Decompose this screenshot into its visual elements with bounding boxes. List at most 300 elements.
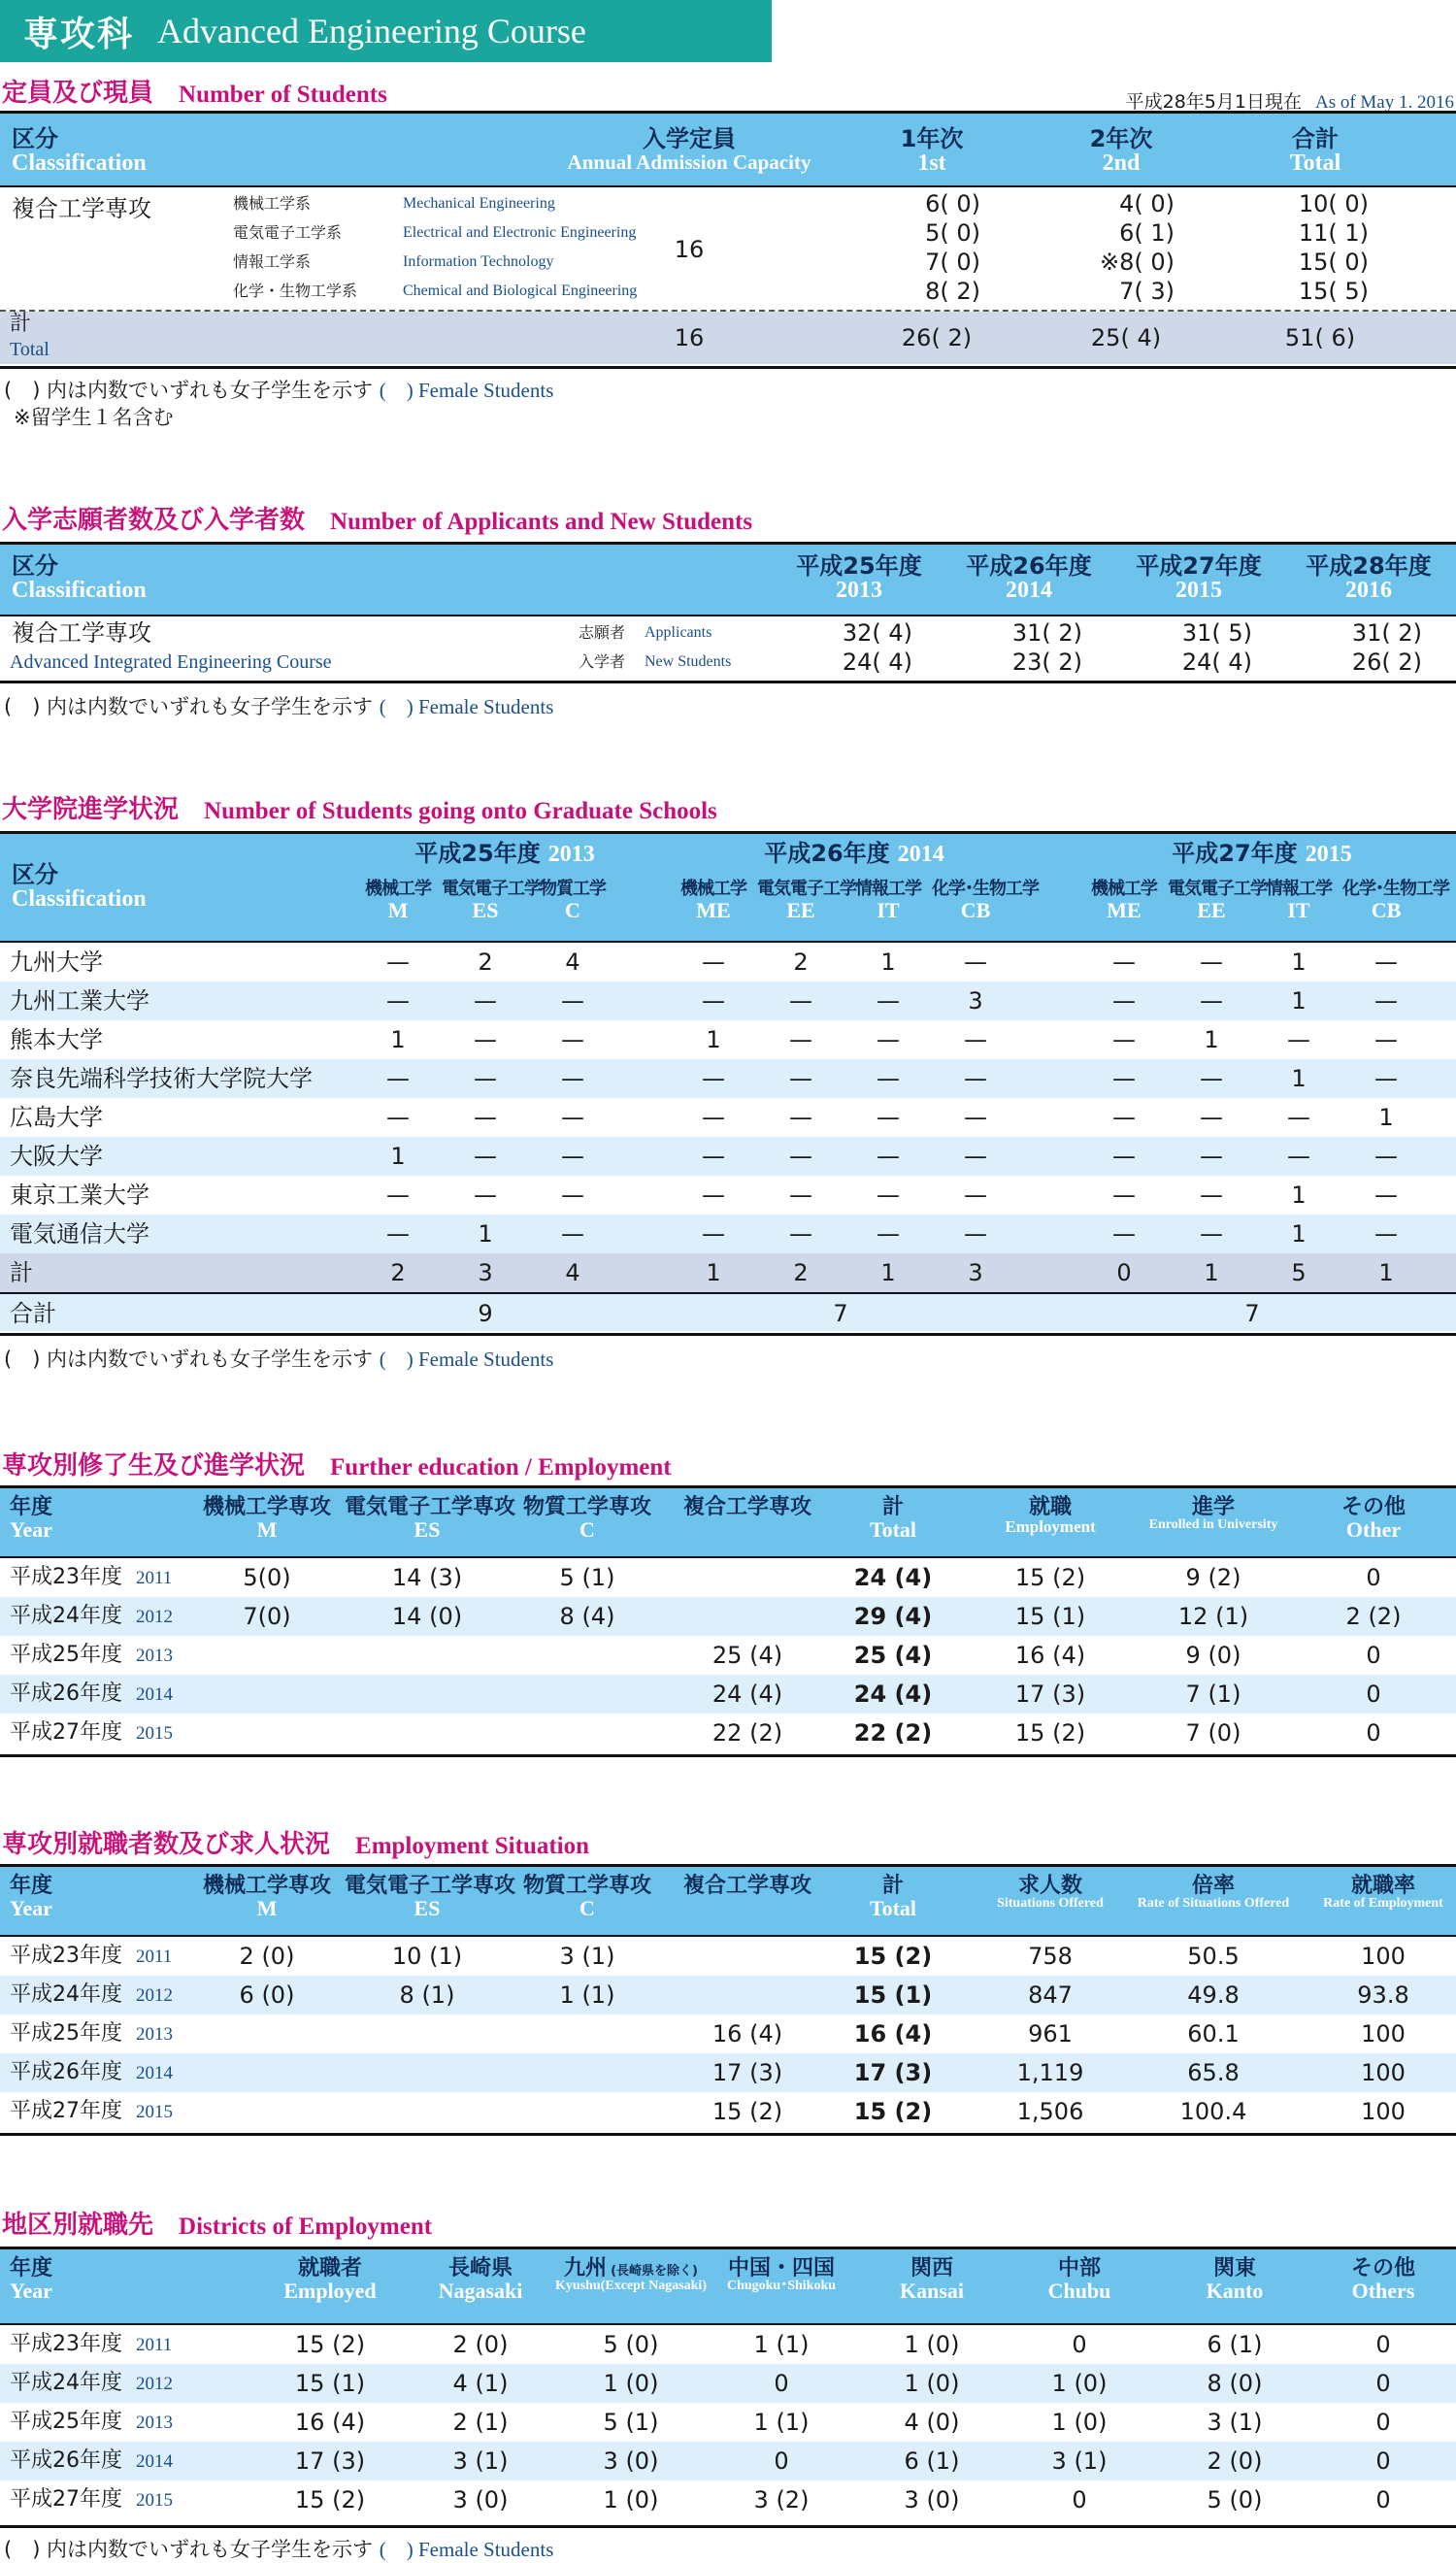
grad-count: — [1287,1104,1310,1131]
grad-count: 3 [968,987,983,1015]
table-cell: 1 (1) [753,2331,810,2358]
year-label: 平成27年度 2015 [10,2487,173,2512]
grad-count: — [1374,949,1398,976]
table-cell: 5(0) [243,1564,291,1591]
table-cell: 60.1 [1187,2020,1240,2047]
grad-count: — [1374,1026,1398,1053]
table-cell: 15 (2) [1014,1564,1086,1591]
as-of-date: 平成28年5月1日現在 As of May 1. 2016 [1125,91,1454,113]
grad-count: — [789,987,812,1015]
column-header: 九州 (長崎県を除く) Kyushu(Except Nagasaki) [555,2256,707,2294]
year-label: 平成25年度 2013 [10,2021,173,2046]
grad-count: — [561,1182,584,1209]
table-cell: 49.8 [1187,1981,1240,2009]
students-table [0,111,1456,369]
grad-subtotal: 2 [390,1259,406,1286]
table-cell: 5 (1) [559,1564,615,1591]
year-row [0,1558,1456,1597]
year-header: 平成28年度 2016 [1306,552,1432,604]
grad-count: — [964,1065,987,1092]
grad-subtotal: 4 [565,1259,580,1286]
dept-total: 15( 5) [1298,278,1369,305]
table-cell [519,2092,655,2131]
grad-subtotal: 3 [968,1259,983,1286]
grad-subtotal: 1 [1204,1259,1219,1286]
grad-count: — [877,987,900,1015]
table-cell [359,1675,495,1714]
table-cell: 1 (1) [753,2409,810,2436]
table-cell: 3 (1) [452,2447,509,2475]
applicant-row-label: 志願者 [579,623,626,642]
table-cell [199,2053,335,2092]
grad-count: — [1287,1026,1310,1053]
table-cell: 25 (4) [711,1642,783,1669]
table-cell: 29 (4) [853,1603,933,1630]
grad-count: — [561,1065,584,1092]
column-header: 複合工学専攻 [682,1495,811,1519]
table-cell: 16 (4) [1014,1642,1086,1669]
table-cell: 3 (0) [904,2486,960,2513]
table-cell: 0 [1375,2486,1391,2513]
university-row [0,982,1456,1020]
grad-count: — [386,987,410,1015]
dept-col-header: 化学･生物工学 CB [932,879,1039,922]
table-cell: 17 (3) [853,2059,933,2086]
year-row [0,2014,1456,2053]
table-cell: 0 [1072,2331,1087,2358]
grad-count: — [702,1104,725,1131]
grad-count: — [789,1182,812,1209]
table-cell: 12 (1) [1177,1603,1249,1630]
dept-total: 10( 0) [1298,190,1369,217]
table-cell: 22 (2) [853,1719,933,1747]
grad-count: 1 [478,1220,493,1248]
grad-count: — [1200,1220,1223,1248]
year-label: 平成26年度 2014 [10,1681,173,1706]
table-cell: 0 [774,2370,789,2397]
table-cell: 15 (2) [294,2331,366,2358]
column-header: 就職率 Rate of Employment [1323,1874,1443,1912]
table-cell: 17 (3) [1014,1681,1086,1708]
year-row [0,2403,1456,2442]
graduate-table: 区分 Classification 平成25年度 2013 平成26年度 2014 平成27年度 2015 機械工学 M 電気電子工学 ES 物質工学 C 機械工学 ME 電気電子工学 EE 情報工学 IT 化学･生物工学 CB 機械工学 ME 電気電子工学 EE 情報工学 IT 化学･生物工学 CB 九州大学 — 2 4 — 2 1 — — — 1 — 九州工業大学 — — — — — — 3 — — 1 — 熊本大学 1 — — 1 — — — — 1 — — 奈良先端科学技術大学院大学 — — — — — — — — — 1 — 広島大学 — — — — — — — — — — 1 大阪大学 1 — — — — — — — — — — 東京工業大学 — — — — — — — — — 1 — 電気通信大学 — 1 — — — — — — — 1 — 計 2 3 4 1 2 1 3 0 1 5 1 合計 9 7 7 [0,831,1456,1336]
grad-count: — [474,1143,497,1170]
year-row [0,1597,1456,1636]
column-header: 関西 Kansai [899,2256,965,2304]
grad-count: 1 [880,949,896,976]
table-cell: 2 (0) [1207,2447,1263,2475]
table-cell: 0 [1366,1642,1381,1669]
students-note-intl: ※留学生１名含む [14,406,174,429]
dept-y2: 6( 1) [1119,219,1175,247]
table-cell [519,1714,655,1752]
table-cell: 2 (0) [239,1943,295,1970]
university-name: 東京工業大学 [10,1182,149,1209]
table-cell: 0 [1366,1681,1381,1708]
table-cell: 4 (1) [452,2370,509,2397]
dept-name-jp: 機械工学系 [233,194,312,213]
table-cell [519,2053,655,2092]
table-cell: 24 (4) [853,1681,933,1708]
table-cell [199,1636,335,1675]
grad-count: — [1200,1104,1223,1131]
grad-count: 1 [1291,987,1307,1015]
dept-name-en: Mechanical Engineering [403,195,555,212]
grad-count: — [1374,1220,1398,1248]
grad-count: — [877,1220,900,1248]
grad-count: 1 [1378,1104,1394,1131]
dept-y1: 5( 0) [925,219,980,247]
year-row [0,2442,1456,2480]
grad-count: — [964,1104,987,1131]
table-cell: 0 [1072,2486,1087,2513]
section-title-students: 定員及び現員 Number of Students [2,79,387,108]
grad-count: — [702,987,725,1015]
table-cell: 1 (0) [603,2486,659,2513]
grad-count: — [561,1220,584,1248]
year-label: 平成26年度 2014 [10,2448,173,2473]
column-header: 年度 Year [10,1874,53,1921]
graduate-note: ( ) 内は内数でいずれも女子学生を示す ( ) Female Students [4,1348,554,1371]
applicants-note: ( ) 内は内数でいずれも女子学生を示す ( ) Female Students [4,695,554,718]
grad-count: — [702,1143,725,1170]
dept-col-header: 機械工学 ME [680,879,746,922]
grad-count: — [964,949,987,976]
dept-y2: 7( 3) [1119,278,1175,305]
year-row [0,2053,1456,2092]
grad-count: — [1200,1182,1223,1209]
table-cell: 3 (2) [753,2486,810,2513]
university-row [0,1215,1456,1253]
year-label: 平成24年度 2012 [10,2371,173,2395]
table-cell [359,2014,495,2053]
grad-count: 1 [390,1026,406,1053]
dept-col-header: 物質工学 C [540,879,606,922]
applicant-value: 26( 2) [1351,649,1422,676]
students-note-female: ( ) 内は内数でいずれも女子学生を示す ( ) Female Students [4,379,554,402]
dept-col-header: 情報工学 IT [1266,879,1332,922]
column-header: 電気電子工学専攻 ES [345,1874,516,1921]
grad-subtotal: 1 [1378,1259,1394,1286]
grad-count: 2 [793,949,809,976]
university-name: 電気通信大学 [10,1220,149,1248]
year-group-header: 平成25年度 2013 [414,840,595,867]
table-cell: 8 (1) [399,1981,455,2009]
table-cell: 6 (1) [904,2447,960,2475]
grad-count: — [1112,987,1136,1015]
grad-count: — [1287,1143,1310,1170]
table-cell [519,2014,655,2053]
table-cell: 9 (0) [1185,1642,1241,1669]
grad-count: — [1374,1182,1398,1209]
capacity-value: 16 [674,236,705,263]
table-cell [519,1675,655,1714]
table-cell: 847 [1028,1981,1073,2009]
column-header: その他 Other [1340,1495,1406,1543]
grad-count: — [1374,1143,1398,1170]
grad-count: — [1112,1182,1136,1209]
year-row [0,1714,1456,1752]
grad-count: — [877,1182,900,1209]
grad-count: — [386,1065,410,1092]
dept-col-header: 化学･生物工学 CB [1342,879,1449,922]
grad-count: — [474,1026,497,1053]
grad-count: 1 [390,1143,406,1170]
column-header: 年度 Year [10,1495,53,1543]
applicant-row-label-en: Applicants [645,624,712,641]
table-cell: 14 (3) [391,1564,463,1591]
table-cell: 3 (1) [1051,2447,1108,2475]
column-header: 進学 Enrolled in University [1148,1495,1278,1533]
year-label: 平成24年度 2012 [10,1982,173,2007]
table-cell: 2 (0) [452,2331,509,2358]
table-cell: 1 (0) [603,2370,659,2397]
table-cell: 15 (2) [294,2486,366,2513]
table-cell: 5 (0) [603,2331,659,2358]
table-cell [679,1976,815,2014]
dept-col-header: 電気電子工学 ES [442,879,541,922]
grad-count: — [789,1220,812,1248]
column-header: 就職 Employment [1005,1495,1096,1537]
grad-count: — [702,1182,725,1209]
grad-count: 2 [478,949,493,976]
grad-count: — [1112,1065,1136,1092]
table-cell [199,1714,335,1752]
table-cell: 961 [1028,2020,1073,2047]
grad-count: — [789,1026,812,1053]
table-cell: 15 (2) [853,1943,933,1970]
year-header: 平成27年度 2015 [1136,552,1262,604]
column-header: 電気電子工学専攻 ES [345,1495,516,1543]
table-cell: 7 (1) [1185,1681,1241,1708]
table-cell: 5 (1) [603,2409,659,2436]
table-cell: 100 [1361,2059,1406,2086]
table-cell [679,1558,815,1597]
year-row [0,1675,1456,1714]
university-row [0,1176,1456,1215]
grad-count: — [386,1182,410,1209]
dept-name-en: Information Technology [403,253,554,270]
university-row [0,1020,1456,1059]
table-cell: 15 (2) [853,2098,933,2125]
dept-total: 15( 0) [1298,249,1369,276]
column-header: 就職者 Employed [283,2256,377,2304]
grad-count: — [702,949,725,976]
year-label: 平成27年度 2015 [10,2099,173,2123]
dept-name-jp: 化学・生物工学系 [233,282,358,300]
grad-count: — [386,949,410,976]
table-cell: 100 [1361,2020,1406,2047]
grad-count: — [386,1104,410,1131]
dept-col-header: 機械工学 M [365,879,431,922]
grad-count: — [1112,949,1136,976]
table-cell: 14 (0) [391,1603,463,1630]
section-title-districts: 地区別就職先 Districts of Employment [2,2211,433,2240]
table-cell: 16 (4) [711,2020,783,2047]
grad-count: — [1200,987,1223,1015]
table-cell: 3 (0) [603,2447,659,2475]
districts-note: ( ) 内は内数でいずれも女子学生を示す ( ) Female Students [4,2538,554,2561]
column-header: 物質工学専攻 C [522,1874,651,1921]
table-cell: 22 (2) [711,1719,783,1747]
year-label: 平成26年度 2014 [10,2060,173,2084]
applicant-value: 31( 2) [1351,619,1422,647]
students-total-row: 計 Total 16 26( 2) 25( 4) 51( 6) [0,312,1456,364]
grad-subtotal: 1 [880,1259,896,1286]
table-cell: 7(0) [243,1603,291,1630]
grad-count: — [964,1143,987,1170]
table-cell: 1,506 [1016,2098,1084,2125]
applicants-table: 区分 Classification 平成25年度 2013 平成26年度 2014 平成27年度 2015 平成28年度 2016 複合工学専攻 Advanced Integrated Engineering Course 志願者 Applicants 32( 4) 31( 2) 31( 5) 31( 2) 入学者 New Students 24( 4) 23( 2) 24( 4) 26( 2) [0,542,1456,683]
table-cell: 0 [1375,2331,1391,2358]
university-name: 九州大学 [10,949,103,976]
year-label: 平成24年度 2012 [10,1604,173,1628]
year-group-header: 平成27年度 2015 [1172,840,1352,867]
university-row [0,943,1456,982]
page-title-bar [0,0,772,62]
grad-count: — [1112,1104,1136,1131]
table-cell [679,1597,815,1636]
table-cell: 1 (0) [1051,2409,1108,2436]
year-header: 平成26年度 2014 [966,552,1092,604]
dept-name-en: Chemical and Biological Engineering [403,283,638,299]
grad-count: — [474,1182,497,1209]
university-name: 九州工業大学 [10,987,149,1015]
table-cell [199,2092,335,2131]
table-cell: 0 [1375,2370,1391,2397]
grad-grand-total: 9 [478,1300,493,1327]
page-title-en: Advanced Engineering Course [157,12,586,50]
grad-grand-total: 7 [833,1300,848,1327]
table-cell: 17 (3) [294,2447,366,2475]
university-row [0,1059,1456,1098]
column-header: 中部 Chubu [1047,2256,1111,2304]
table-cell: 8 (4) [559,1603,615,1630]
table-cell: 16 (4) [853,2020,933,2047]
column-header: 計 Total [869,1495,917,1543]
table-cell: 3 (1) [1207,2409,1263,2436]
grad-subtotal: 5 [1291,1259,1307,1286]
applicant-value: 31( 5) [1181,619,1252,647]
grad-count: — [561,1104,584,1131]
table-cell: 100 [1361,2098,1406,2125]
table-cell: 3 (0) [452,2486,509,2513]
table-cell [679,1937,815,1976]
university-name: 広島大学 [10,1104,103,1131]
dept-col-header: 情報工学 IT [855,879,921,922]
table-cell: 6 (0) [239,1981,295,2009]
grad-grand-total: 7 [1244,1300,1260,1327]
grad-count: — [789,1065,812,1092]
section-title-applicants: 入学志願者数及び入学者数 Number of Applicants and New Students [2,506,753,535]
grad-count: — [877,1104,900,1131]
dept-col-header: 電気電子工学 EE [757,879,856,922]
grad-count: 1 [1204,1026,1219,1053]
grad-count: 1 [1291,1182,1307,1209]
grad-count: — [561,1026,584,1053]
table-cell: 1,119 [1016,2059,1084,2086]
table-cell: 0 [1366,1719,1381,1747]
grad-count: — [702,1065,725,1092]
grad-count: 1 [706,1026,721,1053]
dept-y1: 8( 2) [925,278,980,305]
table-cell: 758 [1028,1943,1073,1970]
table-cell: 16 (4) [294,2409,366,2436]
year-row [0,1976,1456,2014]
table-cell: 5 (0) [1207,2486,1263,2513]
applicant-value: 32( 4) [842,619,912,647]
year-label: 平成25年度 2013 [10,2410,173,2434]
column-header: 長崎県 Nagasaki [438,2256,523,2304]
grad-count: — [1374,987,1398,1015]
column-header: 関東 Kanto [1206,2256,1264,2304]
section-title-further: 専攻別修了生及び進学状況 Further education / Employment [2,1451,672,1481]
column-header: 機械工学専攻 M [202,1874,331,1921]
students-table-header: 区分 Classification 入学定員 Annual Admission Capacity 1年次 1st 2年次 2nd 合計 Total [0,114,1456,187]
grad-count: — [702,1220,725,1248]
grad-count: — [1200,1065,1223,1092]
grad-count: 1 [1291,949,1307,976]
table-cell: 2 (1) [452,2409,509,2436]
table-cell: 15 (1) [853,1981,933,2009]
dept-name-en: Electrical and Electronic Engineering [403,224,637,241]
grad-count: 1 [1291,1220,1307,1248]
year-row [0,2480,1456,2519]
table-cell: 0 [1375,2447,1391,2475]
table-cell: 1 (0) [1051,2370,1108,2397]
applicant-row-label-en: New Students [645,653,732,670]
grad-count: — [561,1143,584,1170]
districts-table [0,2247,1456,2528]
grad-subtotal: 1 [706,1259,721,1286]
year-label: 平成25年度 2013 [10,1643,173,1667]
table-cell [359,2092,495,2131]
further-table [0,1485,1456,1757]
table-cell: 100.4 [1179,2098,1247,2125]
graduate-grand-row: 合計 9 7 7 [0,1292,1456,1331]
table-cell: 3 (1) [559,1943,615,1970]
dept-y1: 6( 0) [925,190,980,217]
grad-count: — [474,987,497,1015]
grad-count: — [1200,949,1223,976]
table-cell [359,1714,495,1752]
table-cell: 2 (2) [1345,1603,1402,1630]
dept-y2: ※8( 0) [1099,249,1175,276]
dept-y1: 7( 0) [925,249,980,276]
table-cell: 65.8 [1187,2059,1240,2086]
column-header: 計 Total [869,1874,917,1921]
applicant-row-label: 入学者 [579,652,626,671]
column-header: 年度 Year [10,2256,53,2304]
applicant-value: 23( 2) [1011,649,1082,676]
table-cell [199,1675,335,1714]
grad-count: — [964,1220,987,1248]
year-row [0,2092,1456,2131]
grad-count: — [964,1182,987,1209]
grad-count: 1 [1291,1065,1307,1092]
university-name: 熊本大学 [10,1026,103,1053]
table-cell: 1 (0) [904,2370,960,2397]
year-label: 平成27年度 2015 [10,1720,173,1745]
university-name: 奈良先端科学技術大学院大学 [10,1065,313,1092]
table-cell: 15 (2) [711,2098,783,2125]
table-cell: 15 (1) [1014,1603,1086,1630]
table-cell: 9 (2) [1185,1564,1241,1591]
table-cell: 1 (1) [559,1981,615,2009]
grad-count: — [1374,1065,1398,1092]
grad-count: — [474,1104,497,1131]
table-cell: 25 (4) [853,1642,933,1669]
